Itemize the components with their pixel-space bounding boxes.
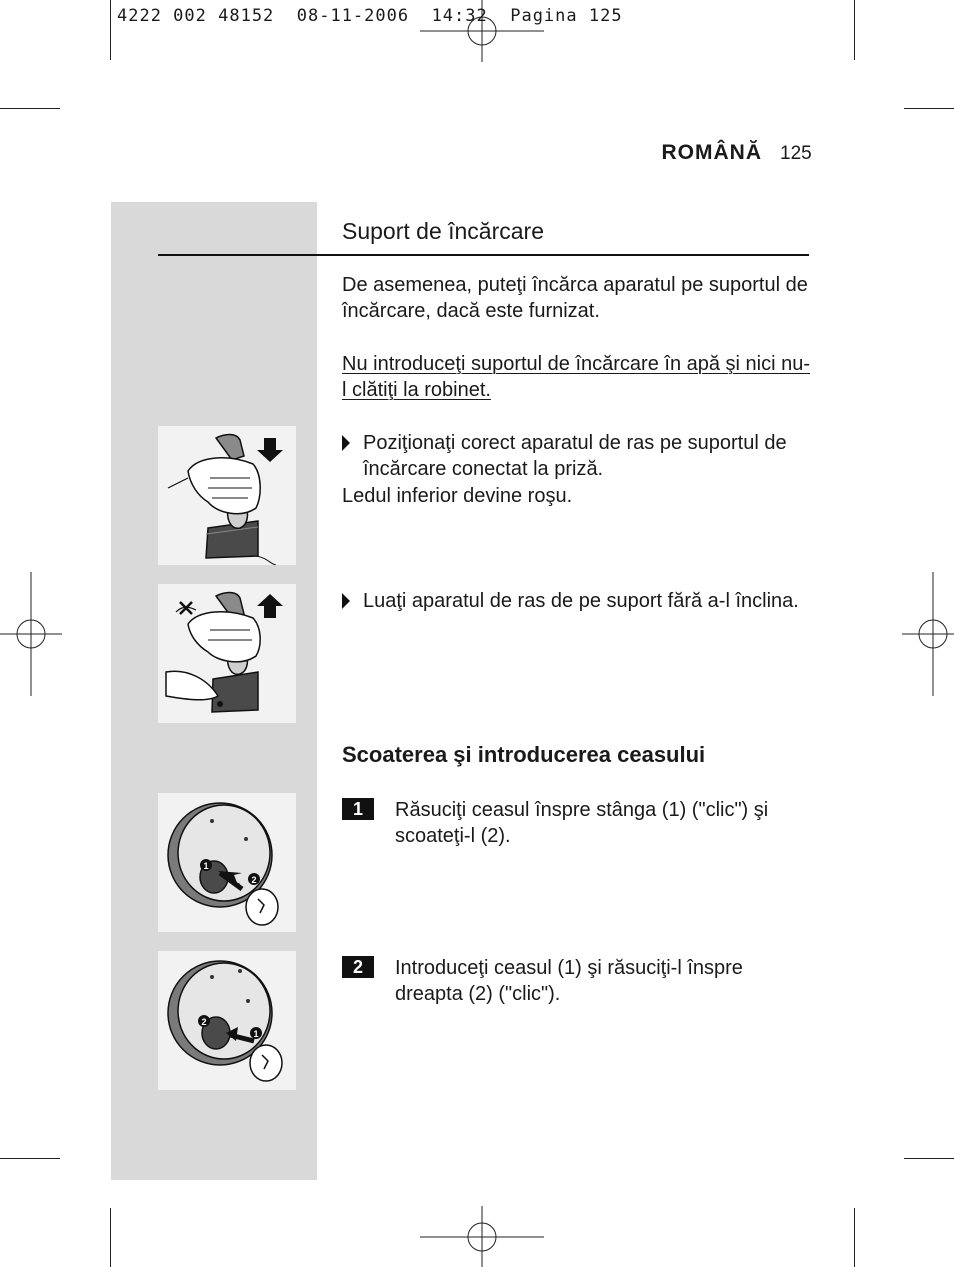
- print-slug: 4222 002 48152 08-11-2006 14:32 Pagina 125: [117, 6, 623, 26]
- step-item: [342, 955, 812, 1007]
- callout-2: 2: [201, 1017, 207, 1027]
- section-title: Suport de încărcare: [342, 218, 545, 244]
- registration-mark-icon: [0, 572, 62, 696]
- subsection-title: Scoaterea şi introducerea ceasului: [342, 742, 706, 767]
- bullet-text: Poziţionaţi corect aparatul de ras pe suportul de încărcare conectat la priză.: [363, 432, 787, 480]
- shaver-lift-icon: [158, 584, 296, 723]
- crop-mark: [854, 0, 855, 60]
- remove-clock-illustration: [158, 793, 296, 932]
- step-number: 1: [342, 798, 374, 820]
- lift-shaver-illustration: [158, 584, 296, 723]
- bullet-text: Luaţi aparatul de ras de pe suport fără a-l înclina.: [363, 590, 799, 612]
- bullet-item: [342, 588, 812, 614]
- warning-text: Nu introduceţi suportul de încărcare în apă şi nici nu-l clătiţi la robinet.: [342, 353, 811, 401]
- crop-mark: [904, 108, 954, 109]
- bullet-icon: [342, 593, 350, 609]
- bullet-note: Ledul inferior devine roşu.: [342, 485, 573, 507]
- step-number: 2: [342, 956, 374, 978]
- callout-1: 1: [203, 861, 209, 871]
- step-item: [342, 797, 812, 849]
- intro-paragraph: De asemenea, puteţi încărca aparatul pe suportul de încărcare, dacă este furnizat.: [342, 274, 808, 322]
- callout-2: 2: [251, 875, 257, 885]
- step-text: Introduceţi ceasul (1) şi răsuciţi-l înspre dreapta (2) ("clic").: [395, 957, 743, 1005]
- section-rule: [158, 254, 809, 256]
- bullet-icon: [342, 435, 350, 451]
- bullet-item: [342, 430, 812, 482]
- step-text: Răsuciţi ceasul înspre stânga (1) ("clic") şi scoateţi-l (2).: [395, 799, 769, 847]
- clock-remove-icon: [158, 793, 296, 932]
- crop-mark: [854, 1208, 855, 1267]
- registration-mark-icon: [420, 1206, 544, 1267]
- crop-mark: [110, 0, 111, 60]
- registration-mark-icon: [902, 572, 954, 696]
- crop-mark: [0, 108, 60, 109]
- crop-mark: [0, 1158, 60, 1159]
- callout-1: 1: [253, 1029, 259, 1039]
- language-heading: ROMÂNĂ: [661, 141, 762, 164]
- clock-insert-icon: [158, 951, 296, 1090]
- crop-mark: [110, 1208, 111, 1267]
- page-number: 125: [780, 143, 812, 164]
- insert-clock-illustration: [158, 951, 296, 1090]
- warning-paragraph: [342, 351, 812, 403]
- crop-mark: [904, 1158, 954, 1159]
- place-shaver-illustration: [158, 426, 296, 565]
- shaver-on-stand-icon: [158, 426, 296, 565]
